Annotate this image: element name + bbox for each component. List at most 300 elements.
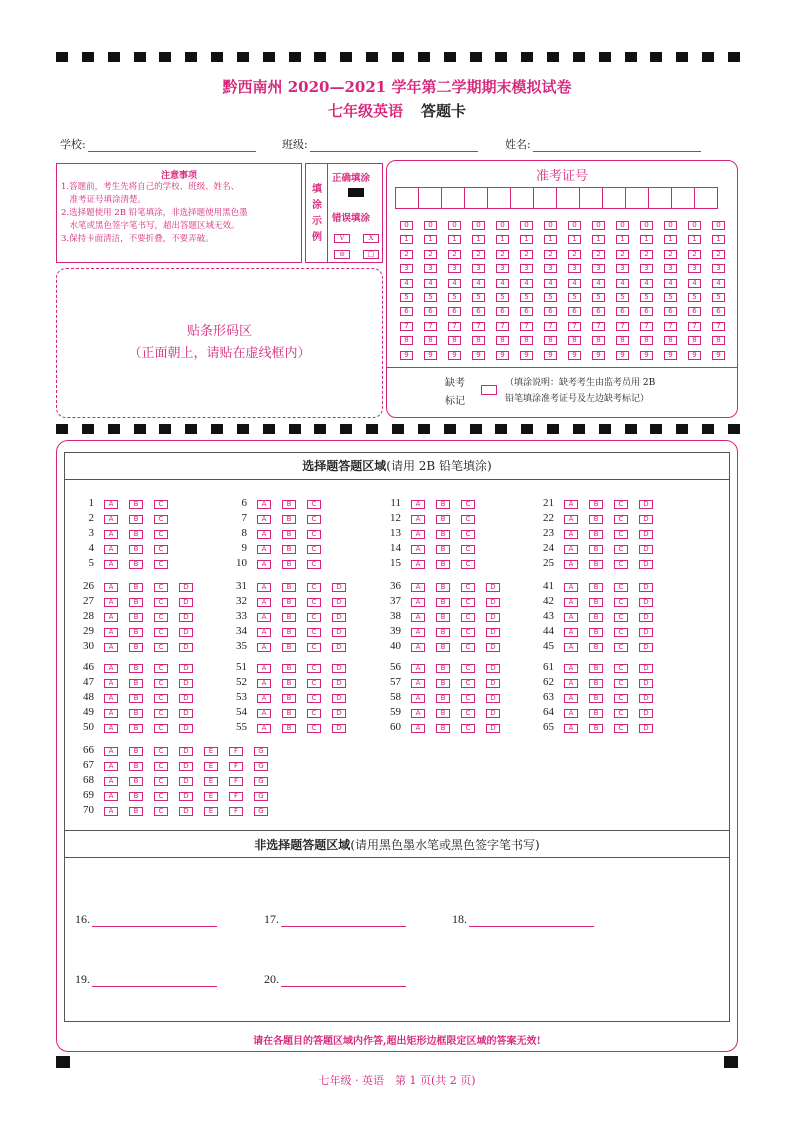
answer-option-bubble[interactable]: A [257, 664, 271, 673]
answer-option-bubble[interactable]: C [154, 762, 168, 771]
admission-digit-bubble[interactable]: 4 [448, 279, 461, 288]
answer-option-bubble[interactable]: B [129, 583, 143, 592]
absent-mark-box[interactable] [481, 385, 497, 395]
answer-option-bubble[interactable]: A [564, 643, 578, 652]
answer-option-bubble[interactable]: C [461, 628, 475, 637]
answer-option-bubble[interactable]: B [589, 679, 603, 688]
admission-digit-bubble[interactable]: 2 [520, 250, 533, 259]
admission-digit-bubble[interactable]: 0 [496, 221, 509, 230]
answer-option-bubble[interactable]: A [564, 598, 578, 607]
admission-digit-bubble[interactable]: 6 [544, 307, 557, 316]
admission-digit-bubble[interactable]: 7 [688, 322, 701, 331]
answer-option-bubble[interactable]: A [104, 613, 118, 622]
answer-option-bubble[interactable]: C [307, 694, 321, 703]
answer-option-bubble[interactable]: C [307, 643, 321, 652]
answer-option-bubble[interactable]: A [104, 560, 118, 569]
admission-digit-cell[interactable] [694, 187, 718, 209]
answer-option-bubble[interactable]: C [307, 530, 321, 539]
admission-digit-bubble[interactable]: 3 [496, 264, 509, 273]
answer-option-bubble[interactable]: C [154, 545, 168, 554]
answer-option-bubble[interactable]: B [436, 709, 450, 718]
answer-option-bubble[interactable]: C [614, 530, 628, 539]
admission-digit-bubble[interactable]: 5 [664, 293, 677, 302]
admission-digit-bubble[interactable]: 2 [424, 250, 437, 259]
answer-option-bubble[interactable]: A [257, 679, 271, 688]
answer-option-bubble[interactable]: A [564, 583, 578, 592]
answer-option-bubble[interactable]: B [282, 598, 296, 607]
admission-digit-bubble[interactable]: 8 [496, 336, 509, 345]
answer-option-bubble[interactable]: C [307, 664, 321, 673]
answer-option-bubble[interactable]: B [589, 515, 603, 524]
answer-option-bubble[interactable]: C [307, 628, 321, 637]
answer-option-bubble[interactable]: A [411, 545, 425, 554]
blank-line[interactable] [92, 975, 217, 987]
admission-digit-bubble[interactable]: 0 [616, 221, 629, 230]
answer-option-bubble[interactable]: D [179, 709, 193, 718]
answer-option-bubble[interactable]: A [564, 613, 578, 622]
answer-option-bubble[interactable]: A [257, 613, 271, 622]
answer-option-bubble[interactable]: G [254, 747, 268, 756]
admission-digit-bubble[interactable]: 4 [664, 279, 677, 288]
admission-digit-bubble[interactable]: 1 [664, 235, 677, 244]
answer-option-bubble[interactable]: A [564, 628, 578, 637]
answer-option-bubble[interactable]: G [254, 807, 268, 816]
answer-option-bubble[interactable]: A [257, 515, 271, 524]
admission-digit-bubble[interactable]: 3 [448, 264, 461, 273]
admission-digit-bubble[interactable]: 2 [400, 250, 413, 259]
answer-option-bubble[interactable]: F [229, 807, 243, 816]
admission-digit-bubble[interactable]: 9 [592, 351, 605, 360]
admission-digit-bubble[interactable]: 8 [640, 336, 653, 345]
answer-option-bubble[interactable]: A [257, 724, 271, 733]
admission-digit-bubble[interactable]: 8 [424, 336, 437, 345]
answer-option-bubble[interactable]: A [411, 628, 425, 637]
answer-option-bubble[interactable]: B [436, 664, 450, 673]
answer-option-bubble[interactable]: B [436, 613, 450, 622]
admission-digit-bubble[interactable]: 9 [520, 351, 533, 360]
admission-digit-bubble[interactable]: 1 [640, 235, 653, 244]
admission-digit-bubble[interactable]: 2 [592, 250, 605, 259]
answer-option-bubble[interactable]: B [282, 643, 296, 652]
admission-digit-bubble[interactable]: 7 [520, 322, 533, 331]
admission-digit-bubble[interactable]: 9 [472, 351, 485, 360]
answer-option-bubble[interactable]: D [639, 628, 653, 637]
admission-digit-bubble[interactable]: 2 [568, 250, 581, 259]
admission-digit-bubble[interactable]: 3 [472, 264, 485, 273]
answer-option-bubble[interactable]: D [639, 613, 653, 622]
answer-option-bubble[interactable]: D [332, 598, 346, 607]
admission-digit-bubble[interactable]: 7 [496, 322, 509, 331]
admission-digit-bubble[interactable]: 2 [616, 250, 629, 259]
admission-digit-bubble[interactable]: 2 [496, 250, 509, 259]
answer-option-bubble[interactable]: A [257, 530, 271, 539]
blank-18[interactable] [452, 912, 594, 927]
answer-option-bubble[interactable]: C [307, 545, 321, 554]
admission-digit-bubble[interactable]: 5 [568, 293, 581, 302]
answer-option-bubble[interactable]: C [614, 515, 628, 524]
answer-option-bubble[interactable]: C [154, 807, 168, 816]
admission-digit-cell[interactable] [602, 187, 626, 209]
answer-option-bubble[interactable]: B [129, 792, 143, 801]
answer-option-bubble[interactable]: A [564, 530, 578, 539]
answer-option-bubble[interactable]: D [486, 628, 500, 637]
admission-digit-bubble[interactable]: 0 [592, 221, 605, 230]
answer-option-bubble[interactable]: B [282, 560, 296, 569]
answer-option-bubble[interactable]: A [411, 709, 425, 718]
answer-option-bubble[interactable]: B [129, 545, 143, 554]
admission-digit-bubble[interactable]: 3 [688, 264, 701, 273]
class-line[interactable] [310, 140, 478, 152]
admission-digit-bubble[interactable]: 7 [472, 322, 485, 331]
answer-option-bubble[interactable]: D [179, 724, 193, 733]
admission-digit-bubble[interactable]: 6 [472, 307, 485, 316]
answer-option-bubble[interactable]: C [461, 598, 475, 607]
answer-option-bubble[interactable]: D [639, 643, 653, 652]
answer-option-bubble[interactable]: C [154, 777, 168, 786]
answer-option-bubble[interactable]: C [154, 500, 168, 509]
admission-digit-cell[interactable] [533, 187, 557, 209]
answer-option-bubble[interactable]: A [564, 664, 578, 673]
admission-digit-bubble[interactable]: 7 [640, 322, 653, 331]
admission-digit-bubble[interactable]: 6 [520, 307, 533, 316]
admission-digit-bubble[interactable]: 1 [424, 235, 437, 244]
answer-option-bubble[interactable]: C [154, 664, 168, 673]
answer-option-bubble[interactable]: A [104, 792, 118, 801]
answer-option-bubble[interactable]: C [307, 560, 321, 569]
admission-digit-bubble[interactable]: 8 [448, 336, 461, 345]
answer-option-bubble[interactable]: A [411, 643, 425, 652]
answer-option-bubble[interactable]: C [461, 643, 475, 652]
admission-digit-bubble[interactable]: 6 [688, 307, 701, 316]
answer-option-bubble[interactable]: A [104, 598, 118, 607]
answer-option-bubble[interactable]: A [411, 694, 425, 703]
answer-option-bubble[interactable]: A [411, 500, 425, 509]
answer-option-bubble[interactable]: B [436, 545, 450, 554]
answer-option-bubble[interactable]: D [486, 583, 500, 592]
answer-option-bubble[interactable]: A [104, 545, 118, 554]
answer-option-bubble[interactable]: B [589, 560, 603, 569]
admission-digit-bubble[interactable]: 9 [688, 351, 701, 360]
admission-digit-bubble[interactable]: 5 [400, 293, 413, 302]
admission-digit-bubble[interactable]: 4 [496, 279, 509, 288]
answer-option-bubble[interactable]: D [179, 807, 193, 816]
answer-option-bubble[interactable]: A [104, 643, 118, 652]
answer-option-bubble[interactable]: B [129, 762, 143, 771]
answer-option-bubble[interactable]: D [639, 530, 653, 539]
admission-digit-bubble[interactable]: 7 [400, 322, 413, 331]
answer-option-bubble[interactable]: C [614, 709, 628, 718]
admission-digit-bubble[interactable]: 3 [664, 264, 677, 273]
answer-option-bubble[interactable]: B [129, 613, 143, 622]
answer-option-bubble[interactable]: D [179, 694, 193, 703]
answer-option-bubble[interactable]: C [154, 560, 168, 569]
admission-digit-cell[interactable] [556, 187, 580, 209]
admission-digit-bubble[interactable]: 7 [592, 322, 605, 331]
admission-digit-bubble[interactable]: 3 [520, 264, 533, 273]
answer-option-bubble[interactable]: A [257, 628, 271, 637]
school-line[interactable] [88, 140, 256, 152]
answer-option-bubble[interactable]: A [104, 709, 118, 718]
answer-option-bubble[interactable]: B [589, 628, 603, 637]
admission-digit-bubble[interactable]: 7 [424, 322, 437, 331]
admission-digit-bubble[interactable]: 5 [712, 293, 725, 302]
class-field[interactable] [282, 136, 478, 152]
answer-option-bubble[interactable]: B [589, 724, 603, 733]
admission-digit-bubble[interactable]: 8 [400, 336, 413, 345]
admission-digit-bubble[interactable]: 6 [496, 307, 509, 316]
admission-digit-cell[interactable] [671, 187, 695, 209]
answer-option-bubble[interactable]: A [104, 530, 118, 539]
admission-digit-bubble[interactable]: 4 [568, 279, 581, 288]
answer-option-bubble[interactable]: C [154, 694, 168, 703]
answer-option-bubble[interactable]: C [461, 664, 475, 673]
answer-option-bubble[interactable]: A [104, 724, 118, 733]
blank-line[interactable] [281, 975, 406, 987]
answer-option-bubble[interactable]: C [461, 530, 475, 539]
admission-digit-bubble[interactable]: 9 [448, 351, 461, 360]
answer-option-bubble[interactable]: A [257, 560, 271, 569]
admission-digit-bubble[interactable]: 6 [400, 307, 413, 316]
answer-option-bubble[interactable]: A [104, 807, 118, 816]
answer-option-bubble[interactable]: C [154, 792, 168, 801]
answer-option-bubble[interactable]: B [589, 613, 603, 622]
answer-option-bubble[interactable]: A [257, 583, 271, 592]
answer-option-bubble[interactable]: D [486, 598, 500, 607]
answer-option-bubble[interactable]: C [154, 598, 168, 607]
answer-option-bubble[interactable]: D [486, 613, 500, 622]
answer-option-bubble[interactable]: C [614, 643, 628, 652]
answer-option-bubble[interactable]: D [179, 792, 193, 801]
admission-digit-bubble[interactable]: 5 [472, 293, 485, 302]
answer-option-bubble[interactable]: B [436, 583, 450, 592]
answer-option-bubble[interactable]: C [154, 643, 168, 652]
admission-digit-bubble[interactable]: 4 [712, 279, 725, 288]
admission-digit-bubble[interactable]: 4 [424, 279, 437, 288]
admission-digit-bubble[interactable]: 6 [664, 307, 677, 316]
admission-digit-bubble[interactable]: 4 [472, 279, 485, 288]
answer-option-bubble[interactable]: E [204, 762, 218, 771]
admission-digit-bubble[interactable]: 9 [640, 351, 653, 360]
admission-digit-cell[interactable] [395, 187, 419, 209]
admission-digit-bubble[interactable]: 9 [712, 351, 725, 360]
answer-option-bubble[interactable]: B [589, 545, 603, 554]
answer-option-bubble[interactable]: B [282, 664, 296, 673]
answer-option-bubble[interactable]: A [104, 762, 118, 771]
admission-digit-bubble[interactable]: 7 [712, 322, 725, 331]
admission-digit-cells[interactable] [395, 187, 717, 209]
admission-digit-bubble[interactable]: 5 [520, 293, 533, 302]
answer-option-bubble[interactable]: B [589, 500, 603, 509]
admission-digit-bubble[interactable]: 2 [712, 250, 725, 259]
admission-digit-bubble[interactable]: 9 [568, 351, 581, 360]
admission-digit-bubble[interactable]: 5 [640, 293, 653, 302]
admission-digit-bubble[interactable]: 5 [544, 293, 557, 302]
answer-option-bubble[interactable]: B [282, 694, 296, 703]
answer-option-bubble[interactable]: C [614, 613, 628, 622]
answer-option-bubble[interactable]: D [179, 598, 193, 607]
answer-option-bubble[interactable]: C [461, 694, 475, 703]
admission-digit-bubble[interactable]: 6 [616, 307, 629, 316]
admission-digit-bubble[interactable]: 8 [568, 336, 581, 345]
answer-option-bubble[interactable]: D [639, 515, 653, 524]
answer-option-bubble[interactable]: F [229, 777, 243, 786]
blank-19[interactable] [75, 972, 217, 987]
admission-digit-bubble[interactable]: 9 [400, 351, 413, 360]
admission-digit-bubble[interactable]: 4 [640, 279, 653, 288]
answer-option-bubble[interactable]: C [614, 724, 628, 733]
answer-option-bubble[interactable]: A [104, 500, 118, 509]
admission-digit-bubble[interactable]: 0 [424, 221, 437, 230]
answer-option-bubble[interactable]: B [436, 628, 450, 637]
answer-option-bubble[interactable]: B [436, 679, 450, 688]
answer-option-bubble[interactable]: B [129, 679, 143, 688]
answer-option-bubble[interactable]: B [589, 583, 603, 592]
answer-option-bubble[interactable]: D [179, 679, 193, 688]
admission-digit-bubble[interactable]: 8 [664, 336, 677, 345]
answer-option-bubble[interactable]: B [129, 664, 143, 673]
admission-digit-bubble[interactable]: 0 [400, 221, 413, 230]
admission-digit-bubble[interactable]: 3 [544, 264, 557, 273]
answer-option-bubble[interactable]: A [564, 724, 578, 733]
answer-option-bubble[interactable]: B [129, 777, 143, 786]
admission-digit-bubble[interactable]: 4 [616, 279, 629, 288]
answer-option-bubble[interactable]: B [282, 500, 296, 509]
answer-option-bubble[interactable]: D [332, 709, 346, 718]
answer-option-bubble[interactable]: C [614, 598, 628, 607]
answer-option-bubble[interactable]: C [154, 747, 168, 756]
answer-option-bubble[interactable]: B [589, 643, 603, 652]
answer-option-bubble[interactable]: B [129, 709, 143, 718]
admission-digit-bubble[interactable]: 9 [664, 351, 677, 360]
answer-option-bubble[interactable]: E [204, 807, 218, 816]
answer-option-bubble[interactable]: D [639, 664, 653, 673]
answer-option-bubble[interactable]: C [154, 679, 168, 688]
answer-option-bubble[interactable]: F [229, 792, 243, 801]
answer-option-bubble[interactable]: B [129, 747, 143, 756]
admission-digit-bubble[interactable]: 1 [520, 235, 533, 244]
answer-option-bubble[interactable]: C [614, 560, 628, 569]
admission-digit-cell[interactable] [648, 187, 672, 209]
admission-digit-bubble[interactable]: 0 [688, 221, 701, 230]
blank-line[interactable] [92, 915, 217, 927]
answer-option-bubble[interactable]: C [614, 679, 628, 688]
admission-digit-bubble[interactable]: 1 [568, 235, 581, 244]
answer-option-bubble[interactable]: C [461, 709, 475, 718]
admission-digit-bubble[interactable]: 8 [544, 336, 557, 345]
admission-digit-bubble[interactable]: 6 [448, 307, 461, 316]
admission-digit-bubble[interactable]: 7 [544, 322, 557, 331]
admission-digit-bubble[interactable]: 1 [448, 235, 461, 244]
blank-line[interactable] [281, 915, 406, 927]
answer-option-bubble[interactable]: B [282, 583, 296, 592]
admission-digit-bubble[interactable]: 5 [424, 293, 437, 302]
answer-option-bubble[interactable]: G [254, 792, 268, 801]
answer-option-bubble[interactable]: B [129, 500, 143, 509]
answer-option-bubble[interactable]: A [257, 500, 271, 509]
answer-option-bubble[interactable]: C [154, 724, 168, 733]
admission-digit-cell[interactable] [510, 187, 534, 209]
answer-option-bubble[interactable]: D [332, 679, 346, 688]
answer-option-bubble[interactable]: C [307, 515, 321, 524]
admission-digit-bubble[interactable]: 8 [688, 336, 701, 345]
answer-option-bubble[interactable]: B [282, 628, 296, 637]
answer-option-bubble[interactable]: C [154, 515, 168, 524]
answer-option-bubble[interactable]: D [486, 664, 500, 673]
answer-option-bubble[interactable]: A [564, 515, 578, 524]
answer-option-bubble[interactable]: A [411, 515, 425, 524]
admission-digit-bubble[interactable]: 8 [616, 336, 629, 345]
answer-option-bubble[interactable]: C [461, 613, 475, 622]
answer-option-bubble[interactable]: B [282, 530, 296, 539]
admission-digit-bubble[interactable]: 0 [664, 221, 677, 230]
answer-option-bubble[interactable]: D [179, 583, 193, 592]
answer-option-bubble[interactable]: B [589, 598, 603, 607]
answer-option-bubble[interactable]: B [589, 530, 603, 539]
answer-option-bubble[interactable]: D [639, 709, 653, 718]
answer-option-bubble[interactable]: D [486, 709, 500, 718]
answer-option-bubble[interactable]: D [639, 724, 653, 733]
answer-option-bubble[interactable]: D [639, 500, 653, 509]
answer-option-bubble[interactable]: D [332, 664, 346, 673]
answer-option-bubble[interactable]: B [282, 709, 296, 718]
answer-option-bubble[interactable]: C [614, 628, 628, 637]
admission-digit-bubble[interactable]: 1 [472, 235, 485, 244]
answer-option-bubble[interactable]: D [179, 613, 193, 622]
answer-option-bubble[interactable]: C [461, 679, 475, 688]
admission-digit-bubble[interactable]: 7 [568, 322, 581, 331]
answer-option-bubble[interactable]: D [639, 694, 653, 703]
admission-digit-bubble[interactable]: 0 [448, 221, 461, 230]
admission-digit-bubble[interactable]: 4 [688, 279, 701, 288]
admission-digit-bubble[interactable]: 8 [712, 336, 725, 345]
answer-option-bubble[interactable]: A [411, 664, 425, 673]
answer-option-bubble[interactable]: D [639, 583, 653, 592]
admission-digit-bubble[interactable]: 3 [640, 264, 653, 273]
answer-option-bubble[interactable]: E [204, 792, 218, 801]
answer-option-bubble[interactable]: B [282, 613, 296, 622]
admission-digit-bubble[interactable]: 3 [424, 264, 437, 273]
answer-option-bubble[interactable]: B [589, 709, 603, 718]
answer-option-bubble[interactable]: A [104, 515, 118, 524]
admission-digit-bubble[interactable]: 1 [616, 235, 629, 244]
admission-digit-bubble[interactable]: 8 [592, 336, 605, 345]
answer-option-bubble[interactable]: A [104, 664, 118, 673]
admission-digit-bubble[interactable]: 6 [568, 307, 581, 316]
answer-option-bubble[interactable]: B [129, 724, 143, 733]
answer-option-bubble[interactable]: C [614, 694, 628, 703]
answer-option-bubble[interactable]: A [564, 709, 578, 718]
answer-option-bubble[interactable]: D [486, 679, 500, 688]
answer-option-bubble[interactable]: C [614, 545, 628, 554]
answer-option-bubble[interactable]: D [179, 664, 193, 673]
answer-option-bubble[interactable]: B [129, 628, 143, 637]
answer-option-bubble[interactable]: D [486, 694, 500, 703]
admission-digit-bubble[interactable]: 0 [472, 221, 485, 230]
admission-digit-bubble[interactable]: 4 [400, 279, 413, 288]
answer-option-bubble[interactable]: A [411, 598, 425, 607]
admission-digit-bubble[interactable]: 8 [472, 336, 485, 345]
admission-digit-bubble[interactable]: 1 [688, 235, 701, 244]
admission-digit-bubble[interactable]: 9 [544, 351, 557, 360]
answer-option-bubble[interactable]: A [411, 613, 425, 622]
answer-option-bubble[interactable]: D [332, 628, 346, 637]
admission-digit-bubble[interactable]: 2 [688, 250, 701, 259]
answer-option-bubble[interactable]: C [154, 583, 168, 592]
answer-option-bubble[interactable]: D [332, 613, 346, 622]
answer-option-bubble[interactable]: B [589, 664, 603, 673]
admission-digit-bubble[interactable]: 0 [568, 221, 581, 230]
answer-option-bubble[interactable]: A [257, 643, 271, 652]
